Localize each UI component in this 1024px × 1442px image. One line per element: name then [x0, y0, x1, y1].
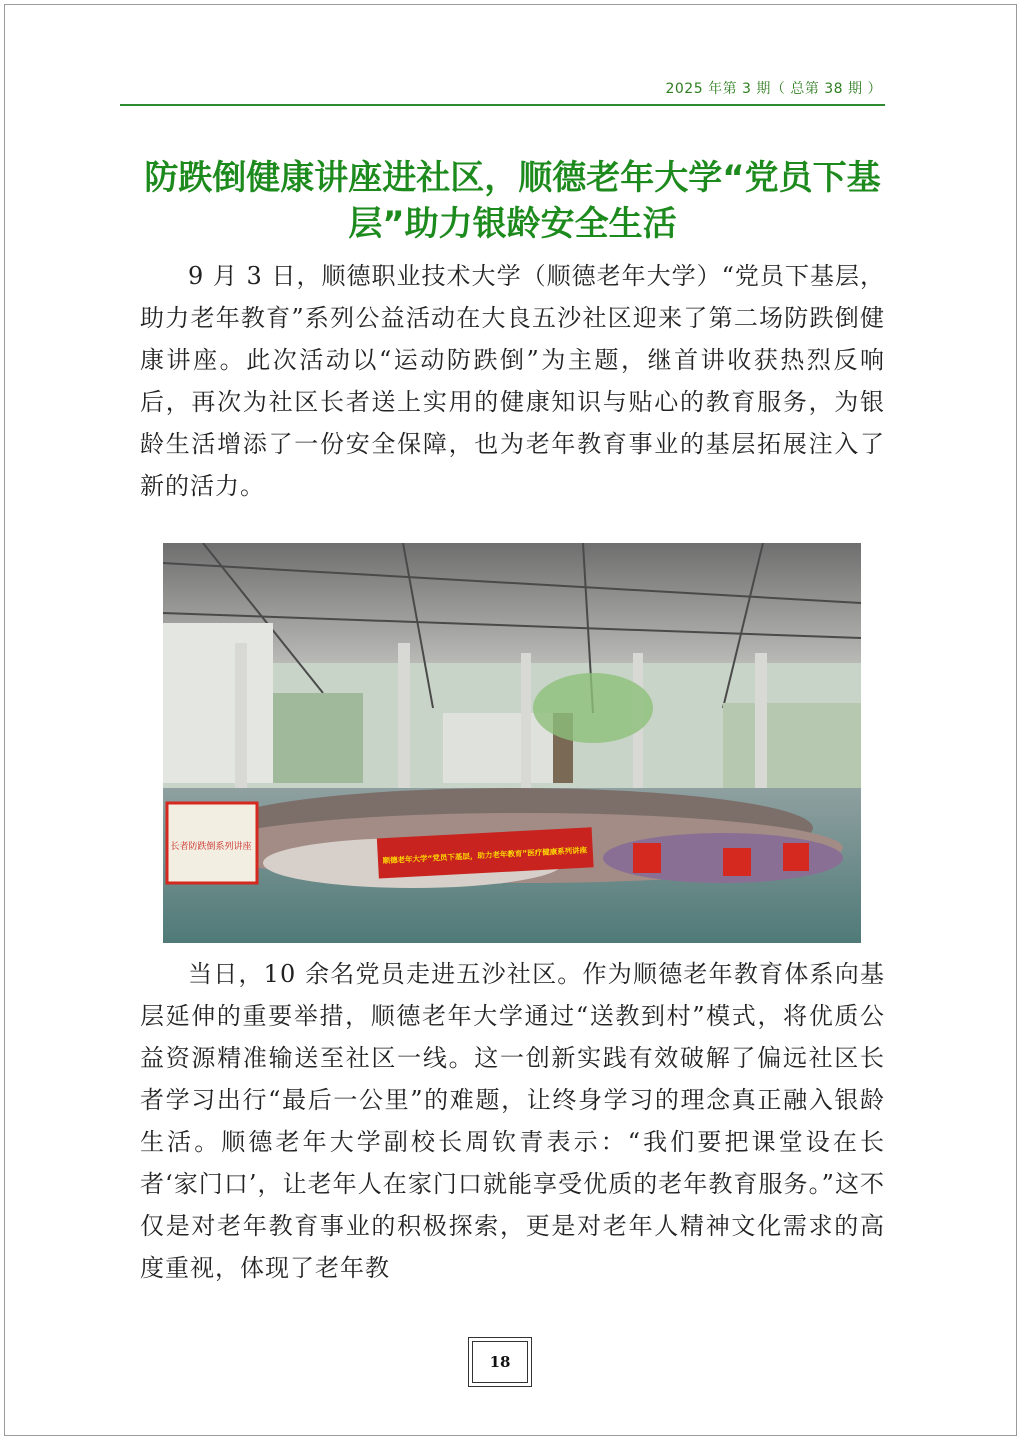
photo-banner-text: 顺德老年大学“党员下基层，助力老年教育”医疗健康系列讲座 [382, 845, 588, 866]
event-photo [163, 543, 861, 943]
issue-header: 2025 年第 3 期（ 总第 38 期 ） [665, 81, 882, 97]
article-paragraph-1: 9 月 3 日，顺德职业技术大学（顺德老年大学）“党员下基层，助力老年教育”系列公益活动在大良五沙社区迎来了第二场防跌倒健康讲座。此次活动以“运动防跌倒”为主题，继首讲收获热烈反响后，再次为社区长者送上实用的健康知识与贴心的教育服务，为银龄生活增添了一份安全保障，也为老年教育事业的基层拓展注入了新的活力。 [140, 262, 885, 500]
article-title: 防跌倒健康讲座进社区，顺德老年大学“党员下基层”助力银龄安全生活 [144, 157, 881, 244]
page-number: 18 [472, 1341, 528, 1383]
article-paragraph-2: 当日，10 余名党员走进五沙社区。作为顺德老年教育体系向基层延伸的重要举措，顺德老年大学通过“送教到村”模式，将优质公益资源精准输送至社区一线。这一创新实践有效破解了偏远社区长者学习出行“最后一公里”的难题，让终身学习的理念真正融入银龄生活。顺德老年大学副校长周钦青表示：“我们要把课堂设在长者‘家门口’，让老年人在家门口就能享受优质的老年教育服务。”这不仅是对老年教育事业的积极探索，更是对老年人精神文化需求的高度重视，体现了老年教 [140, 960, 885, 1282]
header-rule [120, 104, 885, 106]
photo-sign-text: 长者防跌倒系列讲座 [170, 842, 252, 852]
